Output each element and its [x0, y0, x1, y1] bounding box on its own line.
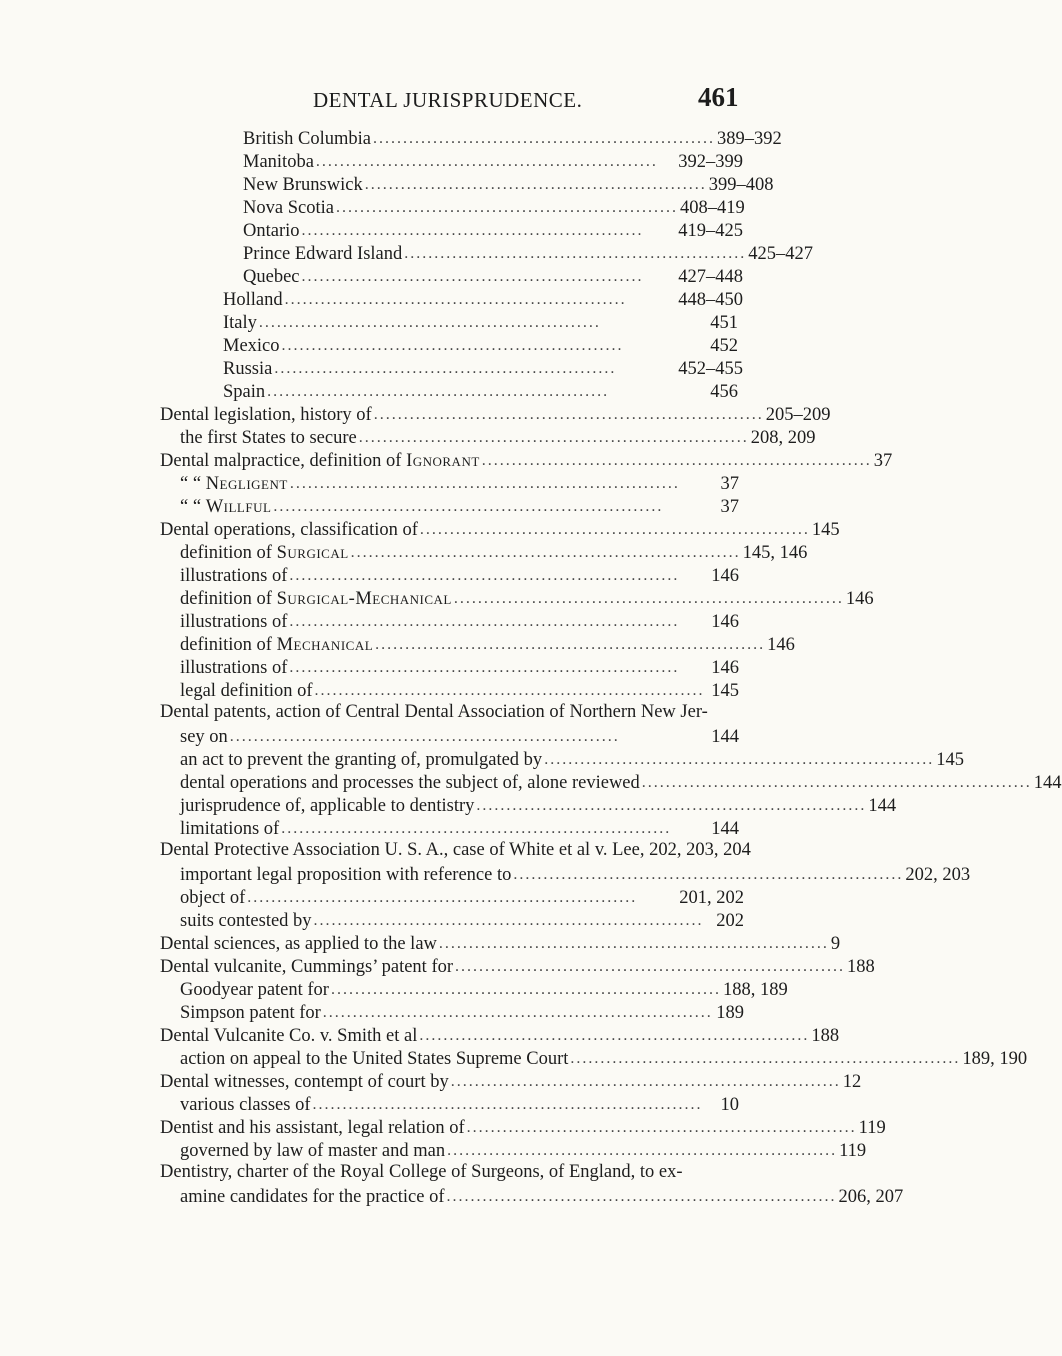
index-entry: jurisprudence of, applicable to dentistry ................................................................. 144: [180, 796, 897, 816]
index-entry: Holland ......................................................... 448–450: [223, 290, 743, 310]
small-caps-term: Surgical: [276, 543, 349, 563]
dot-leader: .................................................................: [229, 728, 620, 745]
dot-leader: .................................................................: [466, 1119, 857, 1136]
index-entry: illustrations of ................................................................. 146: [180, 612, 739, 632]
dot-leader: .................................................................: [513, 866, 904, 883]
index-entry: object of ................................................................. 201, 202: [180, 888, 744, 908]
page-number: 461: [698, 82, 739, 112]
index-entry: important legal proposition with reference to ................................................................. 202, 203: [180, 865, 971, 885]
dot-leader: .................................................................: [281, 820, 672, 837]
index-entry: Goodyear patent for ................................................................. 188, 189: [180, 980, 788, 1000]
index-entry: Prince Edward Island ......................................................... 425–427: [243, 244, 814, 264]
dot-leader: .........................................................: [284, 291, 627, 308]
dot-leader: .................................................................: [570, 1050, 961, 1067]
small-caps-term: Willful: [205, 497, 272, 517]
index-entry: suits contested by ................................................................. 202: [180, 911, 744, 931]
dot-leader: .................................................................: [322, 1004, 713, 1021]
small-caps-term: Surgical-Mechanical: [276, 589, 452, 609]
dot-leader: .........................................................: [301, 268, 644, 285]
dot-leader: .................................................................: [350, 544, 741, 561]
small-caps-term: Mechanical: [276, 635, 374, 655]
index-entry: various classes of ................................................................. 10: [180, 1095, 739, 1115]
dot-leader: .................................................................: [289, 567, 680, 584]
dot-leader: .................................................................: [641, 774, 1032, 791]
index-entry: Spain ......................................................... 456: [223, 382, 738, 402]
dot-leader: .................................................................: [447, 1142, 838, 1159]
index-entry: Dental vulcanite, Cummings’ patent for ................................................................. 188: [160, 957, 875, 977]
index-entry: Dental Vulcanite Co. v. Smith et al ................................................................. 188: [160, 1026, 840, 1046]
index-entry: “ “ Negligent ................................................................. 37: [180, 474, 739, 494]
index-entry: dental operations and processes the subject of, alone reviewed ................................................................. 144: [180, 773, 1062, 793]
index-entry: Manitoba ......................................................... 392–399: [243, 152, 743, 172]
dot-leader: .........................................................: [267, 383, 610, 400]
dot-leader: .........................................................: [372, 130, 715, 147]
index-entry: New Brunswick ......................................................... 399–408: [243, 175, 774, 195]
index-entry: Dental sciences, as applied to the law ................................................................. 9: [160, 934, 841, 954]
dot-leader: .................................................................: [450, 1073, 841, 1090]
dot-leader: .........................................................: [274, 360, 617, 377]
dot-leader: .........................................................: [335, 199, 678, 216]
index-entry: Nova Scotia ......................................................... 408–419: [243, 198, 745, 218]
index-entry: Simpson patent for ................................................................. 189: [180, 1003, 744, 1023]
dot-leader: .................................................................: [289, 659, 680, 676]
dot-leader: .................................................................: [453, 590, 844, 607]
index-entry: the first States to secure ................................................................. 208, 209: [180, 428, 816, 448]
dot-leader: .................................................................: [289, 475, 680, 492]
index-entry: amine candidates for the practice of ................................................................. 206, 207: [180, 1187, 904, 1207]
dot-leader: .................................................................: [314, 682, 705, 699]
index-entry: British Columbia ......................................................... 389–392: [243, 129, 782, 149]
dot-leader: .................................................................: [375, 636, 766, 653]
small-caps-term: Negligent: [205, 474, 288, 494]
index-entry: Italy ......................................................... 451: [223, 313, 738, 333]
dot-leader: .................................................................: [313, 912, 704, 929]
index-entry: illustrations of ................................................................. 146: [180, 658, 739, 678]
dot-leader: .........................................................: [315, 153, 658, 170]
small-caps-term: Ignorant: [406, 451, 480, 471]
dot-leader: .........................................................: [364, 176, 707, 193]
running-head: DENTAL JURISPRUDENCE.: [313, 88, 583, 112]
index-entry: Dental operations, classification of ................................................................. 145: [160, 520, 840, 540]
index-entry: sey on ................................................................. 144: [180, 727, 739, 747]
index-entry: “ “ Willful ................................................................. 37: [180, 497, 739, 517]
dot-leader: .................................................................: [419, 521, 810, 538]
dot-leader: .................................................................: [544, 751, 935, 768]
dot-leader: .................................................................: [476, 797, 867, 814]
index-entry: Dental witnesses, contempt of court by ................................................................. 12: [160, 1072, 862, 1092]
index-entry: Dentist and his assistant, legal relation of ................................................................. 119: [160, 1118, 886, 1138]
dot-leader: .................................................................: [373, 406, 764, 423]
dot-leader: .................................................................: [273, 498, 664, 515]
index-entry: an act to prevent the granting of, promulgated by ................................................................. 145: [180, 750, 964, 770]
dot-leader: .........................................................: [258, 314, 601, 331]
index-entry: Mexico ......................................................... 452: [223, 336, 738, 356]
dot-leader: .................................................................: [330, 981, 721, 998]
dot-leader: .................................................................: [446, 1188, 837, 1205]
dot-leader: .................................................................: [358, 429, 749, 446]
dot-leader: .........................................................: [404, 245, 747, 262]
dot-leader: .................................................................: [312, 1096, 703, 1113]
index-entry: definition of Surgical ................................................................. 145, 146: [180, 543, 808, 563]
index-entry: Dental legislation, history of ................................................................. 205–209: [160, 405, 831, 425]
dot-leader: .................................................................: [481, 452, 872, 469]
dot-leader: .................................................................: [247, 889, 638, 906]
index-entry: Quebec ......................................................... 427–448: [243, 267, 743, 287]
dot-leader: .................................................................: [455, 958, 846, 975]
dot-leader: .................................................................: [438, 935, 829, 952]
dot-leader: .................................................................: [289, 613, 680, 630]
index-entry: limitations of ................................................................. 144: [180, 819, 739, 839]
dot-leader: .........................................................: [281, 337, 624, 354]
index-entry: definition of Mechanical ................................................................. 146: [180, 635, 795, 655]
index-entry: Russia ......................................................... 452–455: [223, 359, 743, 379]
index-entry: Dentistry, charter of the Royal College of Surgeons, of England, to ex-: [160, 1162, 683, 1182]
page-header: [0, 82, 800, 118]
index-entry: Dental Protective Association U. S. A., case of White et al v. Lee, 202, 203, 204: [160, 840, 751, 860]
index-entry: action on appeal to the United States Supreme Court ................................................................. 189, 190: [180, 1049, 1028, 1069]
index-entry: Dental patents, action of Central Dental Association of Northern New Jer-: [160, 702, 708, 722]
index-entry: legal definition of ................................................................. 145: [180, 681, 739, 701]
index-entry: illustrations of ................................................................. 146: [180, 566, 739, 586]
dot-leader: .................................................................: [419, 1027, 810, 1044]
index-entry: Dental malpractice, definition of Ignorant ................................................................. 37: [160, 451, 893, 471]
index-entry: governed by law of master and man ................................................................. 119: [180, 1141, 867, 1161]
index-entry: definition of Surgical-Mechanical ................................................................. 146: [180, 589, 874, 609]
dot-leader: .........................................................: [301, 222, 644, 239]
index-entry: Ontario ......................................................... 419–425: [243, 221, 743, 241]
